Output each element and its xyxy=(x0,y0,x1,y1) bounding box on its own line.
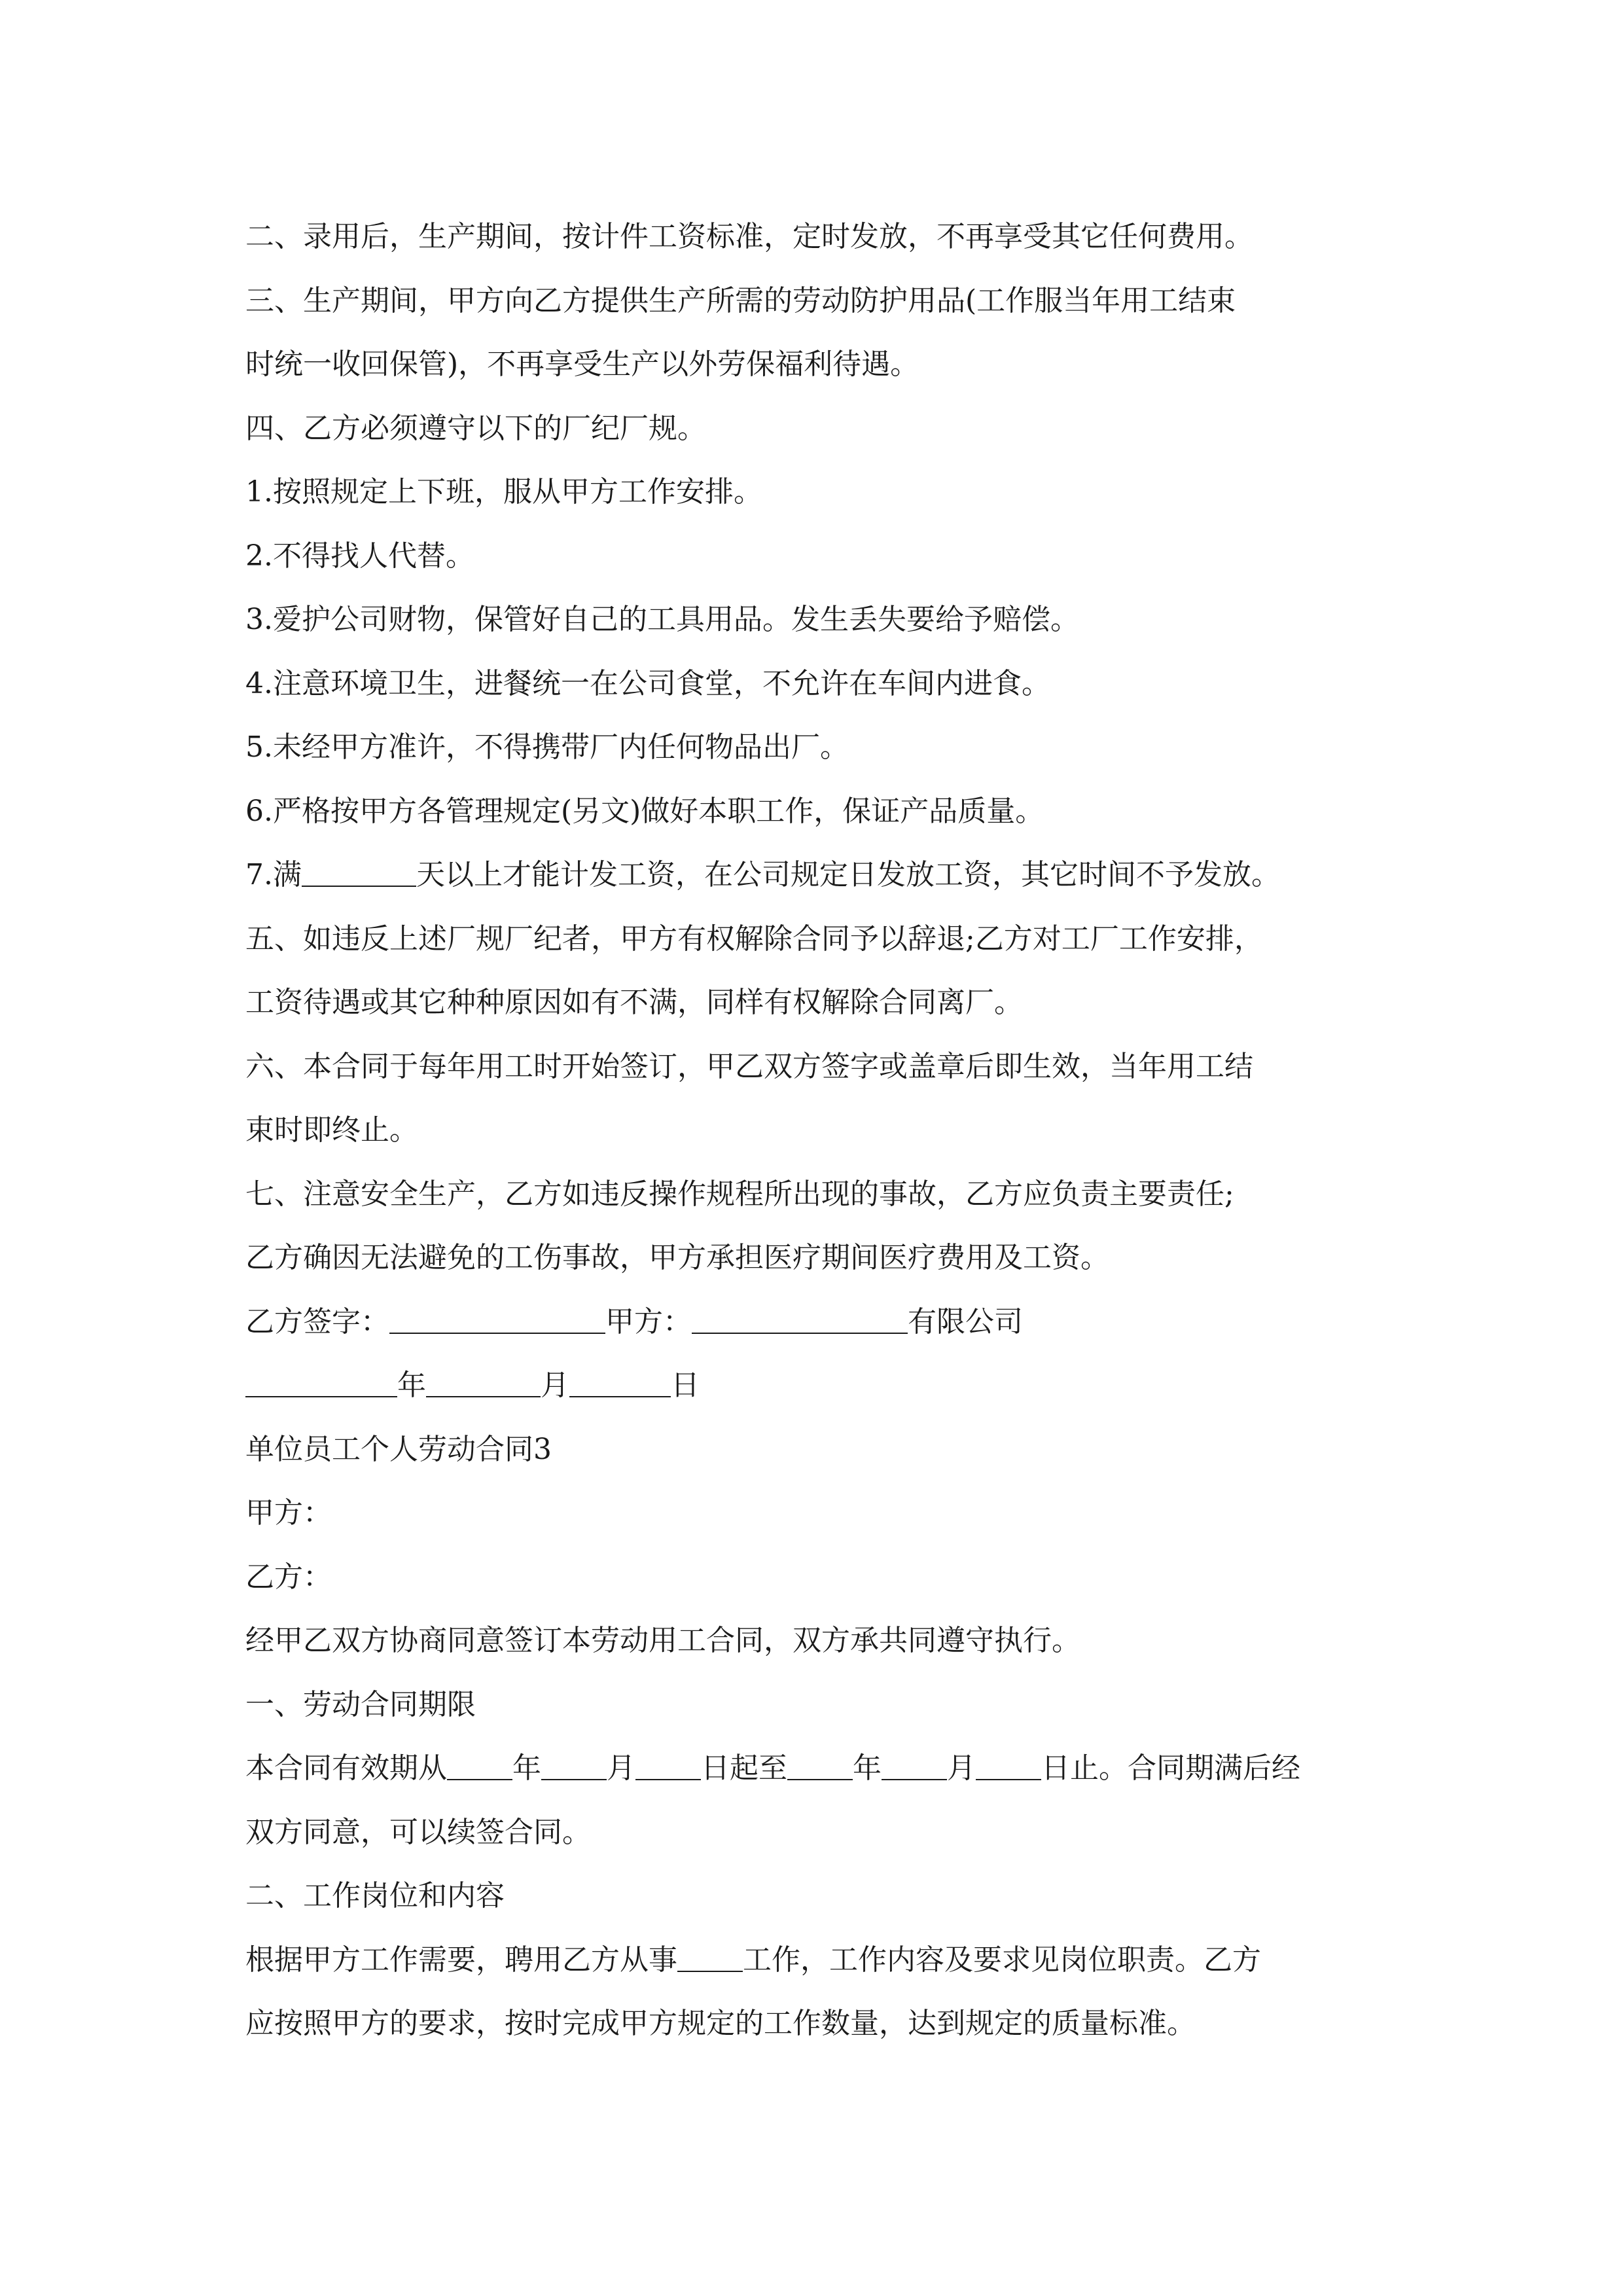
term-year-1: 年 xyxy=(512,1751,541,1785)
rule-2: 2.不得找人代替。 xyxy=(245,539,474,573)
renewal-line: 双方同意，可以续签合同。 xyxy=(245,1815,591,1849)
party-b-signature-blank[interactable] xyxy=(389,1306,605,1334)
clause-5-line-1: 五、如违反上述厂规厂纪者，甲方有权解除合同予以辞退;乙方对工厂工作安排， xyxy=(245,922,1263,956)
clause-4-heading: 四、乙方必须遵守以下的厂纪厂规。 xyxy=(245,411,706,445)
contract-term-line xyxy=(245,1736,1417,1801)
rule-4: 4.注意环境卫生，进餐统一在公司食堂，不允许在车间内进食。 xyxy=(245,666,1050,700)
job-requirements-line: 应按照甲方的要求，按时完成甲方规定的工作数量，达到规定的质量标准。 xyxy=(245,2007,1196,2040)
start-day-blank[interactable] xyxy=(635,1753,701,1780)
term-year-2: 年 xyxy=(853,1751,882,1785)
clause-6-line-2: 束时即终止。 xyxy=(245,1113,418,1147)
signature-line xyxy=(245,1290,1417,1354)
year-label: 年 xyxy=(397,1369,426,1402)
party-b-line: 乙方： xyxy=(245,1560,332,1594)
clause-5-line-2: 工资待遇或其它种种原因如有不满，同样有权解除合同离厂。 xyxy=(245,986,1023,1019)
rule-7 xyxy=(245,843,1417,907)
clause-7-line-1: 七、注意安全生产，乙方如违反操作规程所出现的事故，乙方应负责主要责任; xyxy=(245,1177,1234,1211)
rule-3: 3.爱护公司财物，保管好自己的工具用品。发生丢失要给予赔偿。 xyxy=(245,603,1079,636)
clause-6-line-1: 六、本合同于每年用工时开始签订，甲乙双方签字或盖章后即生效，当年用工结 xyxy=(245,1049,1253,1083)
party-a-company-blank[interactable] xyxy=(692,1306,908,1334)
clause-2: 二、录用后，生产期间，按计件工资标准，定时发放，不再享受其它任何费用。 xyxy=(245,220,1253,253)
job-suffix: 工作，工作内容及要求见岗位职责。乙方 xyxy=(743,1943,1261,1977)
start-year-blank[interactable] xyxy=(447,1753,512,1780)
end-day-blank[interactable] xyxy=(976,1753,1041,1780)
agreement-intro: 经甲乙双方协商同意签订本劳动用工合同，双方承共同遵守执行。 xyxy=(245,1624,1080,1657)
term-prefix: 本合同有效期从 xyxy=(245,1751,447,1785)
year-blank[interactable] xyxy=(245,1370,397,1397)
party-a-label: 甲方： xyxy=(605,1304,692,1338)
contract-3-title: 单位员工个人劳动合同3 xyxy=(245,1432,552,1466)
start-month-blank[interactable] xyxy=(541,1753,607,1780)
company-suffix: 有限公司 xyxy=(908,1304,1023,1338)
term-from: 日起至 xyxy=(701,1751,787,1785)
month-blank[interactable] xyxy=(426,1370,541,1397)
rule-5: 5.未经甲方准许，不得携带厂内任何物品出厂。 xyxy=(245,730,849,764)
rule-7-prefix: 7.满 xyxy=(245,858,302,891)
clause-3-line-1: 三、生产期间，甲方向乙方提供生产所需的劳动防护用品(工作服当年用工结束 xyxy=(245,283,1236,317)
section-1-heading: 一、劳动合同期限 xyxy=(245,1687,476,1721)
day-label: 日 xyxy=(671,1369,700,1402)
month-label: 月 xyxy=(541,1369,569,1402)
days-blank[interactable] xyxy=(302,859,416,887)
date-line xyxy=(245,1354,1417,1418)
party-b-signature-label: 乙方签字： xyxy=(245,1304,389,1338)
section-2-heading: 二、工作岗位和内容 xyxy=(245,1879,505,1912)
rule-1: 1.按照规定上下班，服从甲方工作安排。 xyxy=(245,475,762,509)
document-body xyxy=(245,205,1417,2056)
job-prefix: 根据甲方工作需要，聘用乙方从事 xyxy=(245,1943,677,1977)
day-blank[interactable] xyxy=(569,1370,671,1397)
job-line xyxy=(245,1928,1417,1992)
rule-7-suffix: 天以上才能计发工资，在公司规定日发放工资，其它时间不予发放。 xyxy=(416,858,1280,891)
party-a-line: 甲方： xyxy=(245,1496,332,1530)
end-month-blank[interactable] xyxy=(882,1753,947,1780)
end-year-blank[interactable] xyxy=(787,1753,853,1780)
term-suffix: 日止。合同期满后经 xyxy=(1041,1751,1300,1785)
clause-7-line-2: 乙方确因无法避免的工伤事故，甲方承担医疗期间医疗费用及工资。 xyxy=(245,1241,1109,1274)
term-month-1: 月 xyxy=(607,1751,635,1785)
term-month-2: 月 xyxy=(947,1751,976,1785)
clause-3-line-2: 时统一收回保管)，不再享受生产以外劳保福利待遇。 xyxy=(245,348,919,381)
rule-6: 6.严格按甲方各管理规定(另文)做好本职工作，保证产品质量。 xyxy=(245,794,1044,828)
job-type-blank[interactable] xyxy=(677,1945,743,1972)
